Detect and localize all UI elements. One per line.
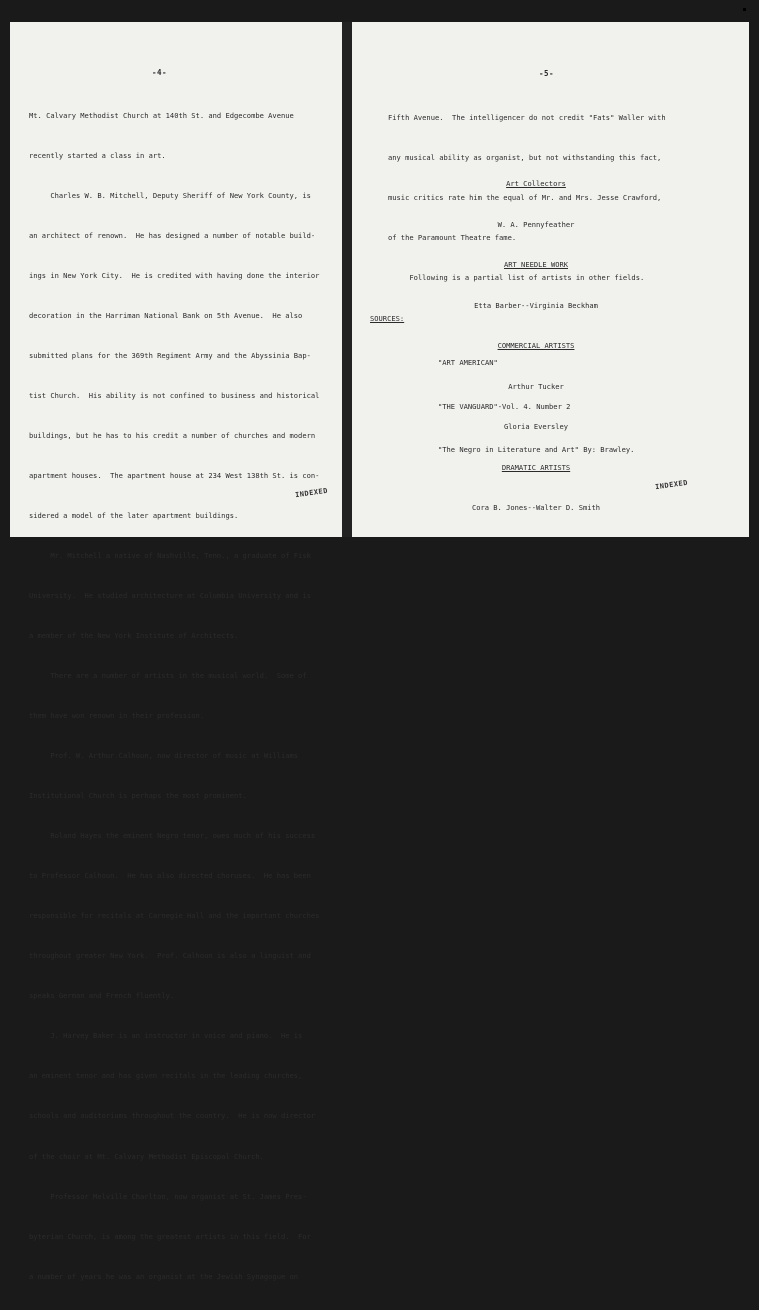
corner-mark — [743, 8, 746, 11]
artist-name: Etta Barber--Virginia Beckham — [474, 300, 598, 310]
body-line: speaks German and French fluently. — [29, 991, 175, 1001]
category-heading: COMMERCIAL ARTISTS — [497, 341, 575, 351]
book-gutter — [342, 22, 352, 537]
body-line: an eminent tenor and has given recitals in the leading churches, — [29, 1071, 303, 1081]
body-line: ings in New York City. He is credited with having done the interior — [29, 270, 320, 280]
body-line: schools and auditoriums throughout the country. He is now director — [29, 1111, 316, 1121]
artist-name: Gloria Eversley — [503, 422, 569, 432]
left-page-body — [29, 82, 319, 1310]
source-item: "ART AMERICAN" — [438, 358, 498, 367]
body-line: responsible for recitals at Carnegie Hall and the important churches — [29, 911, 320, 921]
body-line: throughout greater New York. Prof. Calhoun is also a linguist and — [29, 951, 311, 961]
body-line: Mr. Mitchell a native of Nashville, Tenn., a graduate of Fisk — [29, 551, 311, 561]
artist-name: W. A. Pennyfeather — [497, 219, 575, 229]
left-page-number: -4- — [152, 68, 168, 77]
body-line: an architect of renown. He has designed a number of notable build- — [29, 230, 316, 240]
category-heading: ART NEEDLE WORK — [503, 260, 569, 270]
body-line: a member of the New York Institute of Architects. — [29, 631, 239, 641]
source-item: "THE VANGUARD"-Vol. 4. Number 2 — [438, 401, 571, 411]
sources-list — [438, 327, 634, 487]
left-page — [10, 22, 342, 1281]
artist-name: Cora B. Jones--Walter D. Smith — [471, 503, 601, 513]
body-line: Following is a partial list of artists in other fields. — [388, 272, 645, 282]
body-line: to Professor Calhoun. He has also directed choruses. He has been — [29, 871, 311, 881]
body-line: Charles W. B. Mitchell, Deputy Sheriff of New York County, is — [29, 190, 311, 200]
body-line: a number of years he was an organist at the Jewish Synagogue on — [29, 1271, 299, 1281]
body-line: of the choir at Mt. Calvary Methodist Episcopal Church. — [29, 1151, 264, 1161]
body-line: sidered a model of the later apartment buildings. — [29, 511, 239, 520]
indexed-stamp: INDEXED — [654, 478, 689, 492]
body-line: of the Paramount Theatre fame. — [388, 232, 517, 242]
body-line: recently started a class in art. — [29, 150, 166, 160]
body-line: tist Church. His ability is not confined to business and historical — [29, 390, 320, 400]
body-line: Prof. W. Arthur Calhoun, now director of music at Williams — [29, 751, 299, 761]
body-line: submitted plans for the 369th Regiment Army and the Abyssinia Bap- — [29, 350, 311, 360]
right-page-number: -5- — [539, 69, 555, 78]
body-line: University. He studied architecture at Columbia University and is — [29, 591, 311, 601]
body-line: them have won renown in their profession. — [29, 711, 205, 721]
indexed-stamp: INDEXED — [294, 486, 329, 500]
body-line: decoration in the Harriman National Bank on 5th Avenue. He also — [29, 310, 303, 320]
body-line: J. Harvey Baker is an instructor in voice and piano. He is — [29, 1031, 303, 1041]
body-line: Professor Melville Charlton, now organist at St. James Pres- — [29, 1191, 307, 1201]
body-line: byterian Church, is among the greatest artists in this field. For — [29, 1231, 311, 1241]
body-line: apartment houses. The apartment house at 234 West 138th St. is con- — [29, 470, 320, 480]
body-line: Mt. Calvary Methodist Church at 140th St. and Edgecombe Avenue — [29, 110, 294, 120]
body-line: any musical ability as organist, but not withstanding this fact, — [388, 152, 662, 162]
source-item: "The Negro in Literature and Art" By: Brawley. — [438, 445, 635, 454]
artist-name: Arthur Tucker — [508, 381, 564, 391]
body-line: Fifth Avenue. The intelligencer do not credit "Fats" Waller with — [388, 112, 666, 122]
category-heading: DRAMATIC ARTISTS — [501, 462, 571, 472]
category-heading: Art Collectors — [506, 179, 566, 189]
body-line: There are a number of artists in the musical world. Some of — [29, 671, 307, 681]
right-page — [352, 22, 749, 537]
body-line: Roland Hayes the eminent Negro tenor, owes much of his success — [29, 831, 316, 841]
sources-label: SOURCES: — [370, 314, 405, 323]
body-line: Institutional Church is perhaps the most prominent. — [29, 791, 247, 801]
body-line: music critics rate him the equal of Mr. and Mrs. Jesse Crawford, — [388, 192, 662, 202]
body-line: buildings, but he has to his credit a number of churches and modern — [29, 430, 316, 440]
